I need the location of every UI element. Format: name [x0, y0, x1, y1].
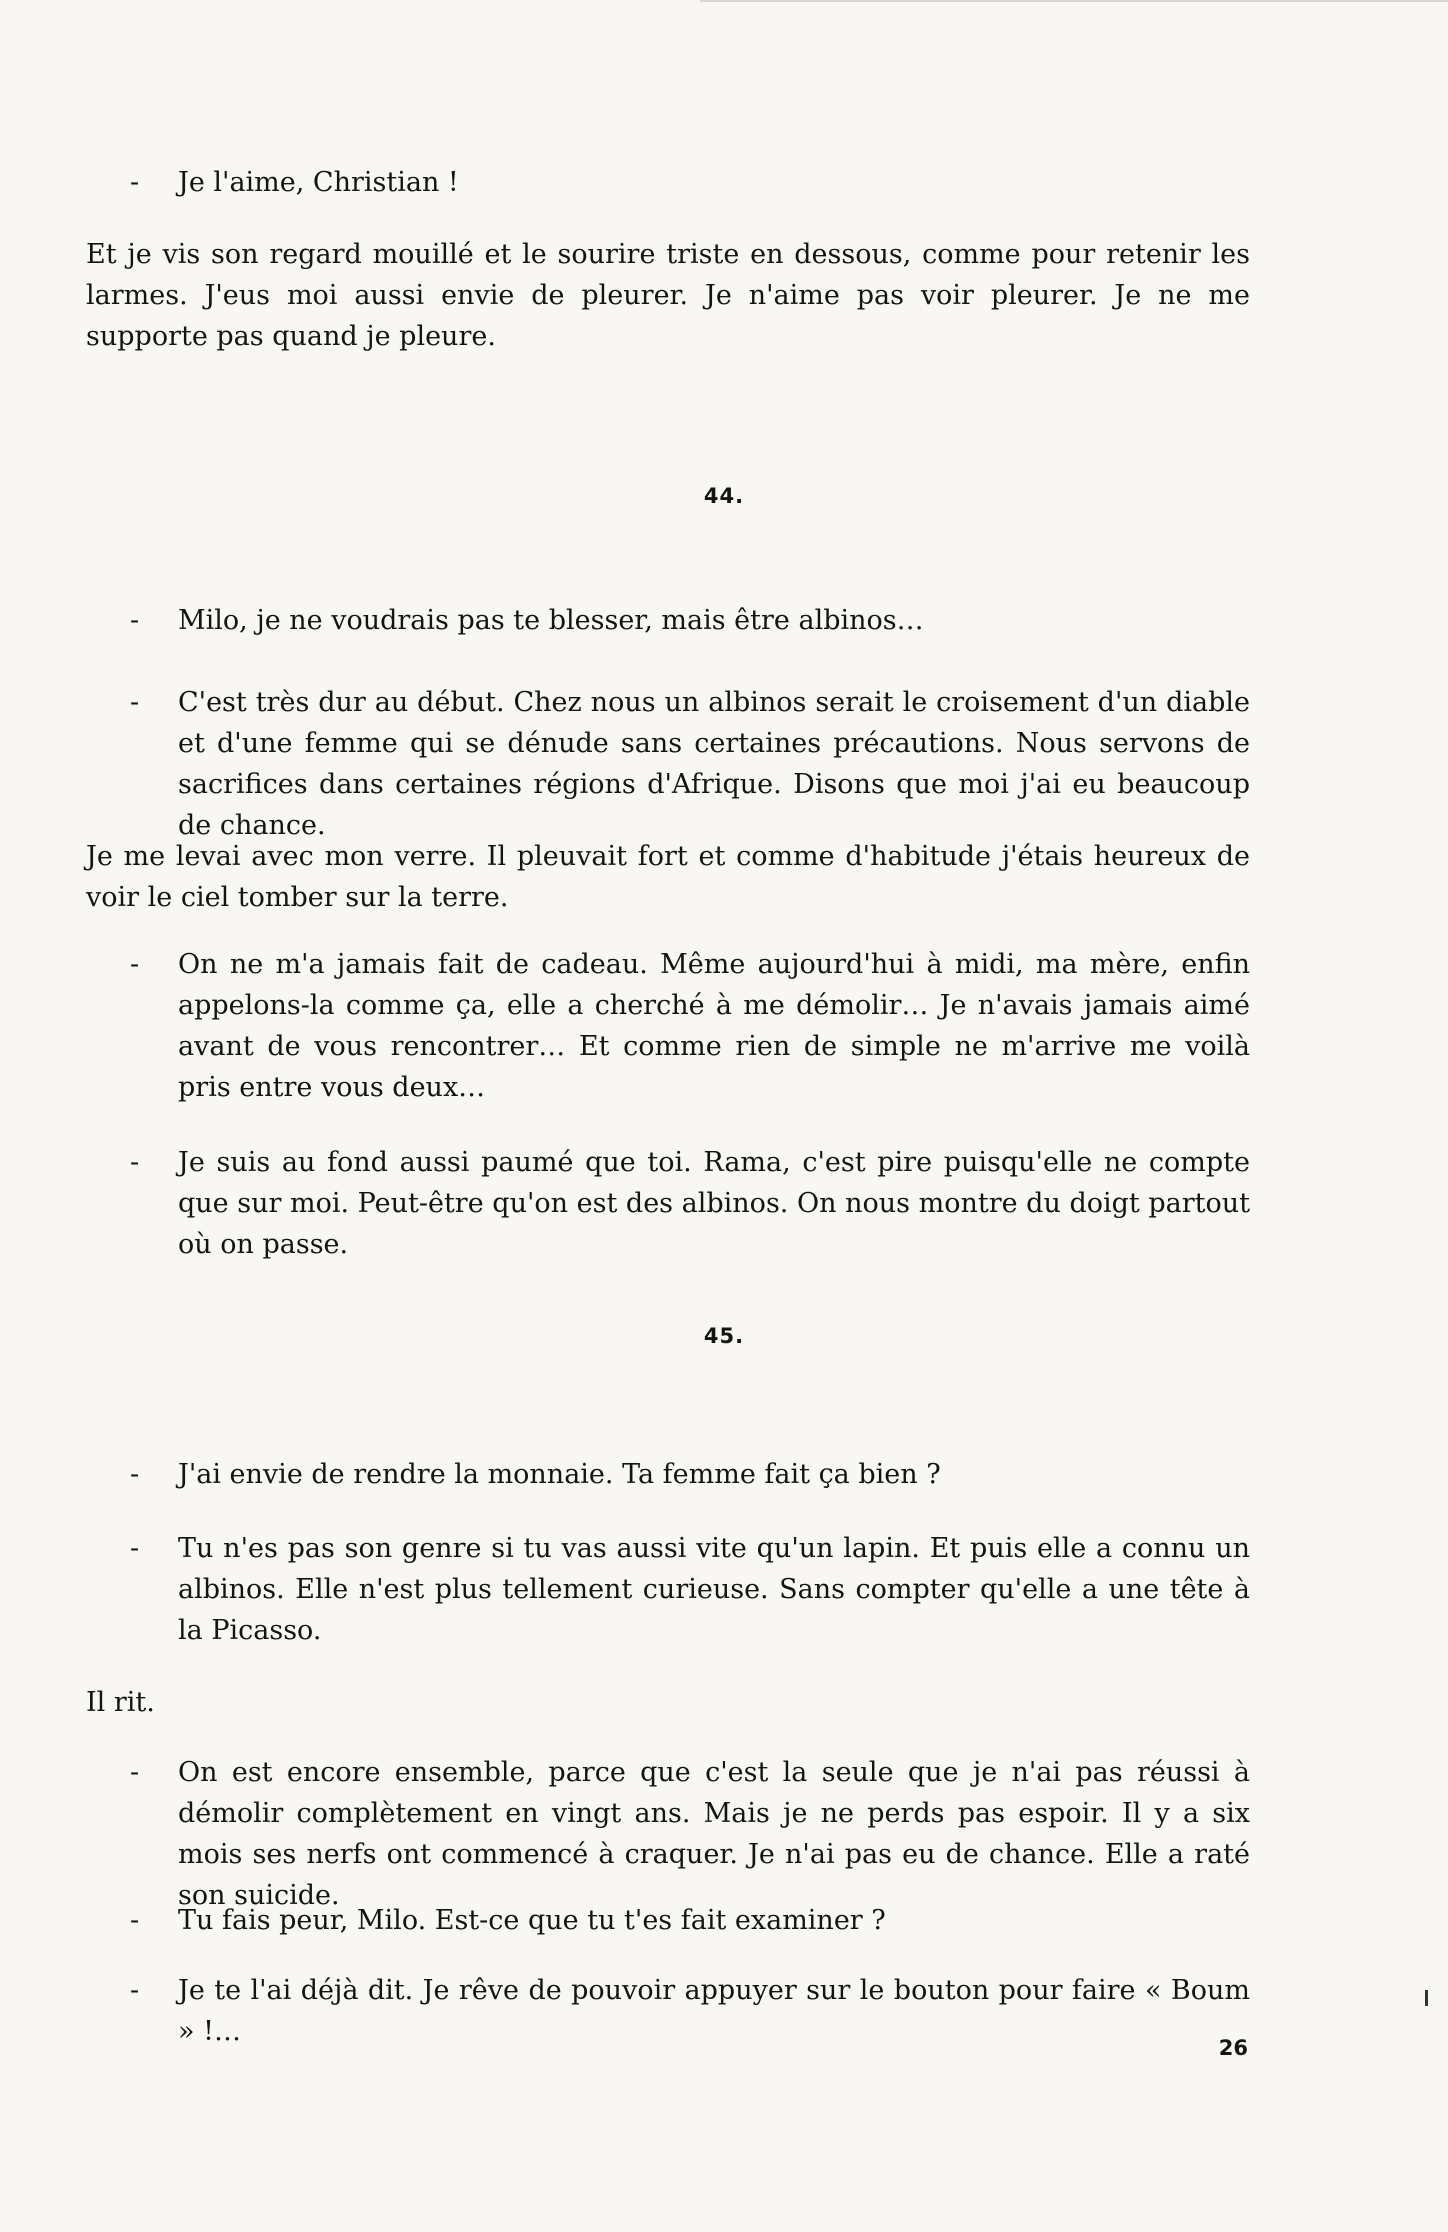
dialogue-dash: - [130, 167, 140, 198]
narrative-paragraph: Je me levai avec mon verre. Il pleuvait fort et comme d'habitude j'étais heureux de voir le ciel tomber sur la terre. [86, 841, 1250, 913]
dialogue-dash: - [130, 1147, 140, 1178]
dialogue-line [130, 1970, 1250, 2052]
dialogue-text: Milo, je ne voudrais pas te blesser, mais être albinos… [178, 605, 924, 636]
dialogue-dash: - [130, 687, 140, 718]
dialogue-line [130, 162, 1250, 203]
narrative-paragraph: Et je vis son regard mouillé et le sourire triste en dessous, comme pour retenir les larmes. J'eus moi aussi envie de pleurer. Je n'aime pas voir pleurer. Je ne me supporte pas quand je pleure. [86, 239, 1250, 352]
dialogue-line [130, 1142, 1250, 1265]
dialogue-dash: - [130, 1975, 140, 2006]
dialogue-line [130, 600, 1250, 641]
dialogue-line [130, 1454, 1250, 1495]
dialogue-text: On est encore ensemble, parce que c'est la seule que je n'ai pas réussi à démolir complètement en vingt ans. Mais je ne perds pas espoir. Il y a six mois ses nerfs ont commencé à craquer. Je n'ai pas eu de chance. Elle a raté son suicide. [178, 1757, 1250, 1911]
dialogue-text: Tu fais peur, Milo. Est-ce que tu t'es fait examiner ? [178, 1905, 886, 1936]
dialogue-dash: - [130, 1757, 140, 1788]
dialogue-text: On ne m'a jamais fait de cadeau. Même aujourd'hui à midi, ma mère, enfin appelons-la comme ça, elle a cherché à me démolir… Je n'avais jamais aimé avant de vous rencontrer… Et comme rien de simple ne m'arrive me voilà pris entre vous deux… [178, 949, 1250, 1103]
dialogue-text: Je te l'ai déjà dit. Je rêve de pouvoir appuyer sur le bouton pour faire « Boum » !… [178, 1975, 1250, 2047]
scan-edge-mark [1425, 1990, 1428, 2006]
page-number: 26 [1218, 2036, 1248, 2060]
dialogue-line [130, 1528, 1250, 1651]
dialogue-dash: - [130, 1533, 140, 1564]
dialogue-text: Tu n'es pas son genre si tu vas aussi vite qu'un lapin. Et puis elle a connu un albinos. Elle n'est plus tellement curieuse. Sans compter qu'elle a une tête à la Picasso. [178, 1533, 1250, 1646]
top-edge-rule [700, 0, 1448, 2]
narrative-paragraph: Il rit. [86, 1687, 155, 1718]
dialogue-line [130, 1900, 1250, 1941]
dialogue-line [130, 1752, 1250, 1916]
dialogue-text: Je l'aime, Christian ! [178, 167, 459, 198]
dialogue-text: J'ai envie de rendre la monnaie. Ta femme fait ça bien ? [178, 1459, 941, 1490]
dialogue-text: Je suis au fond aussi paumé que toi. Rama, c'est pire puisqu'elle ne compte que sur moi. Peut-être qu'on est des albinos. On nous montre du doigt partout où on passe. [178, 1147, 1250, 1260]
dialogue-dash: - [130, 1459, 140, 1490]
dialogue-dash: - [130, 1905, 140, 1936]
dialogue-text: C'est très dur au début. Chez nous un albinos serait le croisement d'un diable et d'une femme qui se dénude sans certaines précautions. Nous servons de sacrifices dans certaines régions d'Afrique. Disons que moi j'ai eu beaucoup de chance. [178, 687, 1250, 841]
dialogue-line [130, 682, 1250, 846]
dialogue-dash: - [130, 605, 140, 636]
dialogue-dash: - [130, 949, 140, 980]
section-number: 44. [703, 484, 745, 508]
section-number: 45. [703, 1324, 745, 1348]
dialogue-line [130, 944, 1250, 1108]
